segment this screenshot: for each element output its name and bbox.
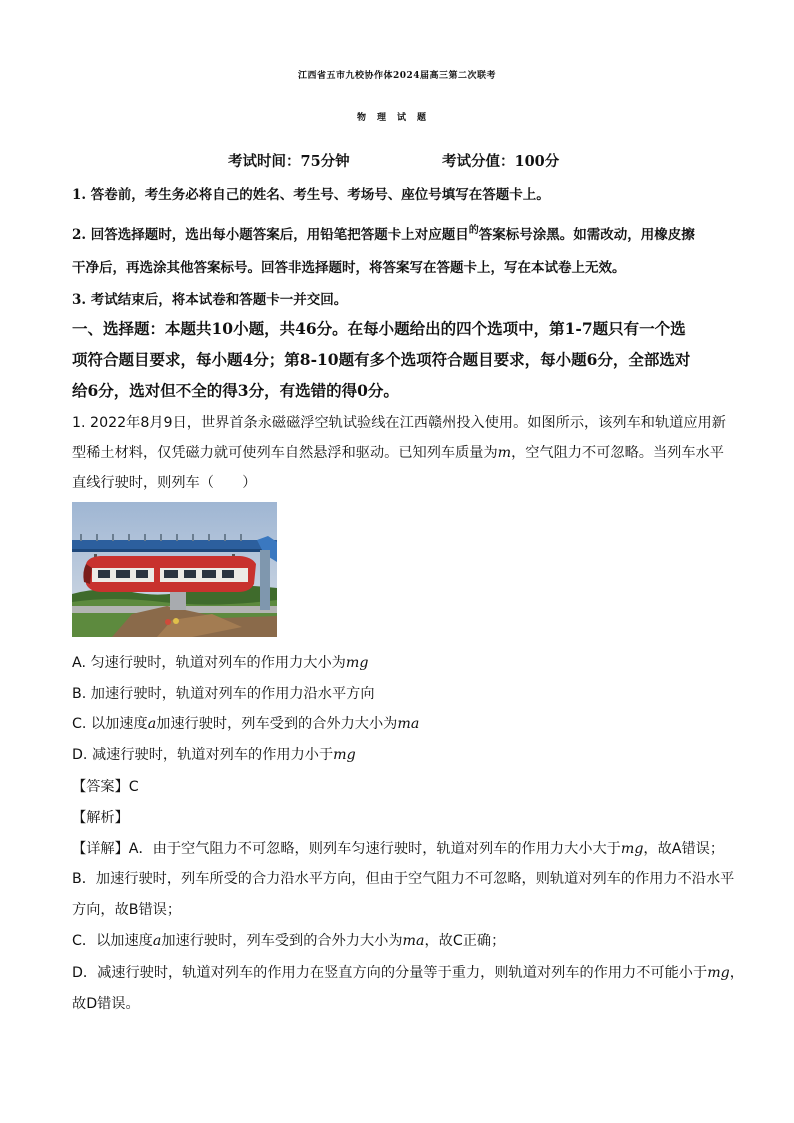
detail-c (72, 930, 505, 950)
option-c-text-1: C. 以加速度 (72, 716, 148, 732)
detail-c-text-3: ，故C正确； (424, 933, 506, 949)
exam-time: 考试时间：75分钟 (228, 153, 350, 170)
section-heading-line1: 一、选择题：本题共10小题，共46分。在每小题给出的四个选项中，第1-7题只有一个选 (72, 319, 686, 338)
detail-d-line1 (72, 962, 744, 982)
answer-value: C (128, 779, 139, 795)
maglev-train-photo (72, 502, 277, 637)
answer-label: 【答案】 (72, 779, 129, 795)
instruction-3: 3. 考试结束后，将本试卷和答题卡一并交回。 (72, 292, 348, 308)
option-a (72, 652, 368, 672)
exam-subject: 物理试题 (356, 113, 437, 123)
option-b: B. 加速行驶时，轨道对列车的作用力沿水平方向 (72, 686, 375, 702)
section-heading-line2: 项符合题目要求，每小题4分；第8-10题有多个选项符合题目要求，每小题6分，全部选对 (72, 350, 691, 369)
option-d-var: mg (333, 747, 356, 763)
detail-d-text-1: D．减速行驶时，轨道对列车的作用力在竖直方向的分量等于重力，则轨道对列车的作用力不可能小于 (72, 965, 708, 981)
q1-stem-line1: 1. 2022年8月9日，世界首条永磁磁浮空轨试验线在江西赣州投入使用。如图所示，该列车和轨道应用新 (72, 415, 726, 431)
section-heading-line3: 给6分，选对但不全的得3分，有选错的得0分。 (72, 381, 399, 400)
instruction-2-line2: 干净后，再选涂其他答案标号。回答非选择题时，将答案写在答题卡上，写在本试卷上无效。 (72, 260, 626, 276)
detail-b-line2: 方向，故B错误； (72, 902, 182, 918)
option-d (72, 744, 356, 764)
q1-stem-line3: 直线行驶时，则列车（ ） (72, 475, 257, 491)
instruction-1: 1. 答卷前，考生务必将自己的姓名、考生号、考场号、座位号填写在答题卡上。 (72, 187, 550, 203)
instruction-2-line1 (72, 221, 695, 243)
instruction-2-text-b: 答案标号涂黑。如需改动，用橡皮擦 (478, 227, 695, 243)
option-d-text: D. 减速行驶时，轨道对列车的作用力小于 (72, 747, 334, 763)
detail-c-text-1: C．以加速度 (72, 933, 153, 949)
option-c-accel-var: a (147, 716, 157, 732)
detail-c-text-2: 加速行驶时，列车受到的合外力大小为 (161, 933, 403, 949)
detail-c-var: ma (402, 933, 425, 949)
q1-stem-line2 (72, 442, 724, 462)
q1-mass-var: m (497, 445, 512, 461)
detail-a-text-2: ，故A错误； (643, 841, 725, 857)
option-a-var: mg (345, 655, 369, 671)
analysis-label: 【解析】 (72, 810, 129, 826)
detail-a-var: mg (620, 841, 644, 857)
option-c-text-2: 加速行驶时，列车受到的合外力大小为 (156, 716, 398, 732)
q1-stem-text-b: ，空气阻力不可忽略。当列车水平 (511, 445, 724, 461)
detail-label: 【详解】 (72, 841, 129, 857)
instruction-2-text-a: 2. 回答选择题时，选出每小题答案后，用铅笔把答题卡上对应题目 (72, 227, 469, 243)
q1-stem-text-a: 型稀土材料，仅凭磁力就可使列车自然悬浮和驱动。已知列车质量为 (72, 445, 498, 461)
answer-line (72, 776, 139, 796)
maglev-train-illustration (72, 502, 277, 637)
detail-b-line1: B．加速行驶时，列车所受的合力沿水平方向，但由于空气阻力不可忽略，则轨道对列车的作用力不沿水平 (72, 871, 735, 887)
option-c-var: ma (397, 716, 420, 732)
instruction-2-sup: 的 (468, 225, 479, 236)
detail-d-var: mg (707, 965, 730, 981)
option-c (72, 713, 419, 733)
detail-a-text-1: A．由于空气阻力不可忽略，则列车匀速行驶时，轨道对列车的作用力大小大于 (128, 841, 621, 857)
exam-score: 考试分值：100分 (442, 153, 560, 170)
detail-c-accel-var: a (152, 933, 162, 949)
detail-a (72, 838, 724, 858)
detail-d-line2: 故D错误。 (72, 996, 140, 1012)
detail-d-text-2: ， (729, 965, 744, 981)
option-a-text: A. 匀速行驶时，轨道对列车的作用力大小为 (72, 655, 346, 671)
exam-title: 江西省五市九校协作体2024届高三第二次联考 (297, 71, 497, 81)
